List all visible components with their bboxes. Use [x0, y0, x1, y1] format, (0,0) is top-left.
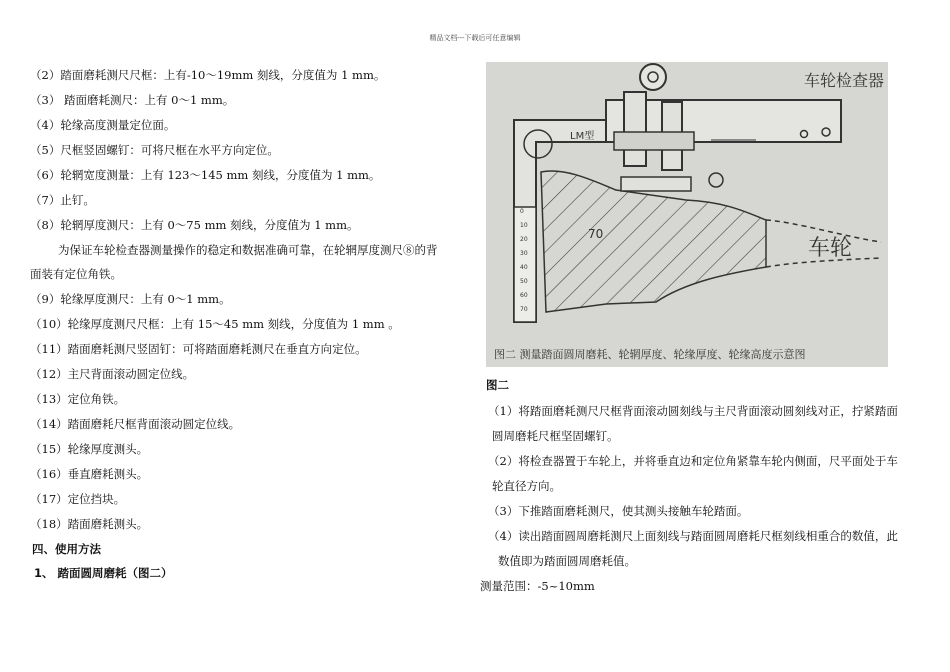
gauge-label: 车轮检查器	[804, 71, 885, 90]
svg-text:30: 30	[520, 250, 528, 257]
step-4-line-2: 数值即为踏面圆周磨耗值。	[498, 554, 636, 568]
item-10: （10）轮缘厚度测尺尺框：上有 15～45 mm 刻线，分度值为 1 mm 。	[30, 317, 400, 331]
paragraph-line-2: 面装有定位角铁。	[30, 267, 122, 281]
step-1-line-1: （1）将踏面磨耗测尺尺框背面滚动圆刻线与主尺背面滚动圆刻线对正，拧紧踏面	[488, 404, 898, 418]
svg-text:10: 10	[520, 222, 528, 229]
item-7: （7）止钉。	[30, 193, 95, 207]
item-3: （3） 踏面磨耗测尺：上有 0～1 mm。	[30, 93, 235, 107]
svg-text:50: 50	[520, 278, 528, 285]
svg-text:0: 0	[520, 208, 524, 215]
subsection-heading: 1、 踏面圆周磨耗（图二）	[34, 566, 173, 580]
page-header-note: 精品文档---下载后可任意编辑	[429, 34, 521, 42]
item-11: （11）踏面磨耗测尺竖固钉：可将踏面磨耗测尺在垂直方向定位。	[30, 342, 367, 356]
lm-label: LM型	[570, 131, 595, 142]
item-2: （2）踏面磨耗测尺尺框：上有-10～19mm 刻线，分度值为 1 mm。	[30, 68, 386, 82]
paragraph-line-1: 为保证车轮检查器测量操作的稳定和数据准确可靠，在轮辋厚度测尺⑧的背	[58, 243, 438, 257]
svg-text:60: 60	[520, 292, 528, 299]
figure-drawing	[486, 62, 888, 367]
item-12: （12）主尺背面滚动圆定位线。	[30, 367, 195, 381]
figure-label: 图二	[486, 378, 509, 392]
item-5: （5）尺框竖固螺钉：可将尺框在水平方向定位。	[30, 143, 279, 157]
item-17: （17）定位挡块。	[30, 492, 126, 506]
item-14: （14）踏面磨耗尺框背面滚动圆定位线。	[30, 417, 241, 431]
step-3: （3）下推踏面磨耗测尺，使其测头接触车轮踏面。	[488, 504, 749, 518]
step-2-line-2: 轮直径方向。	[492, 479, 561, 493]
wheel-gauge-figure	[486, 62, 888, 367]
item-9: （9）轮缘厚度测尺：上有 0～1 mm。	[30, 292, 231, 306]
wheel-label: 车轮	[808, 236, 853, 261]
step-1-line-2: 圆周磨耗尺框坚固螺钉。	[492, 429, 619, 443]
item-4: （4）轮缘高度测量定位面。	[30, 118, 176, 132]
item-13: （13）定位角铁。	[30, 392, 126, 406]
item-16: （16）垂直磨耗测头。	[30, 467, 149, 481]
svg-text:20: 20	[520, 236, 528, 243]
item-15: （15）轮缘厚度测头。	[30, 442, 149, 456]
svg-text:70: 70	[520, 306, 528, 313]
step-4-line-1: （4）读出踏面圆周磨耗测尺上面刻线与踏面圆周磨耗尺框刻线相重合的数值，此	[488, 529, 898, 543]
step-2-line-1: （2）将检查器置于车轮上，并将垂直边和定位角紧靠车轮内侧面，尺平面处于车	[488, 454, 898, 468]
item-6: （6）轮辋宽度测量：上有 123～145 mm 刻线，分度值为 1 mm。	[30, 168, 381, 182]
svg-text:40: 40	[520, 264, 528, 271]
item-8: （8）轮辋厚度测尺：上有 0～75 mm 刻线，分度值为 1 mm。	[30, 218, 359, 232]
measure-range: 测量范围：-5~10mm	[480, 579, 595, 593]
item-18: （18）踏面磨耗测头。	[30, 517, 149, 531]
dimension-label: 70	[588, 227, 604, 241]
section-heading: 四、使用方法	[32, 542, 101, 556]
figure-caption: 图二 测量踏面圆周磨耗、轮辋厚度、轮缘厚度、轮缘高度示意图	[494, 348, 806, 361]
